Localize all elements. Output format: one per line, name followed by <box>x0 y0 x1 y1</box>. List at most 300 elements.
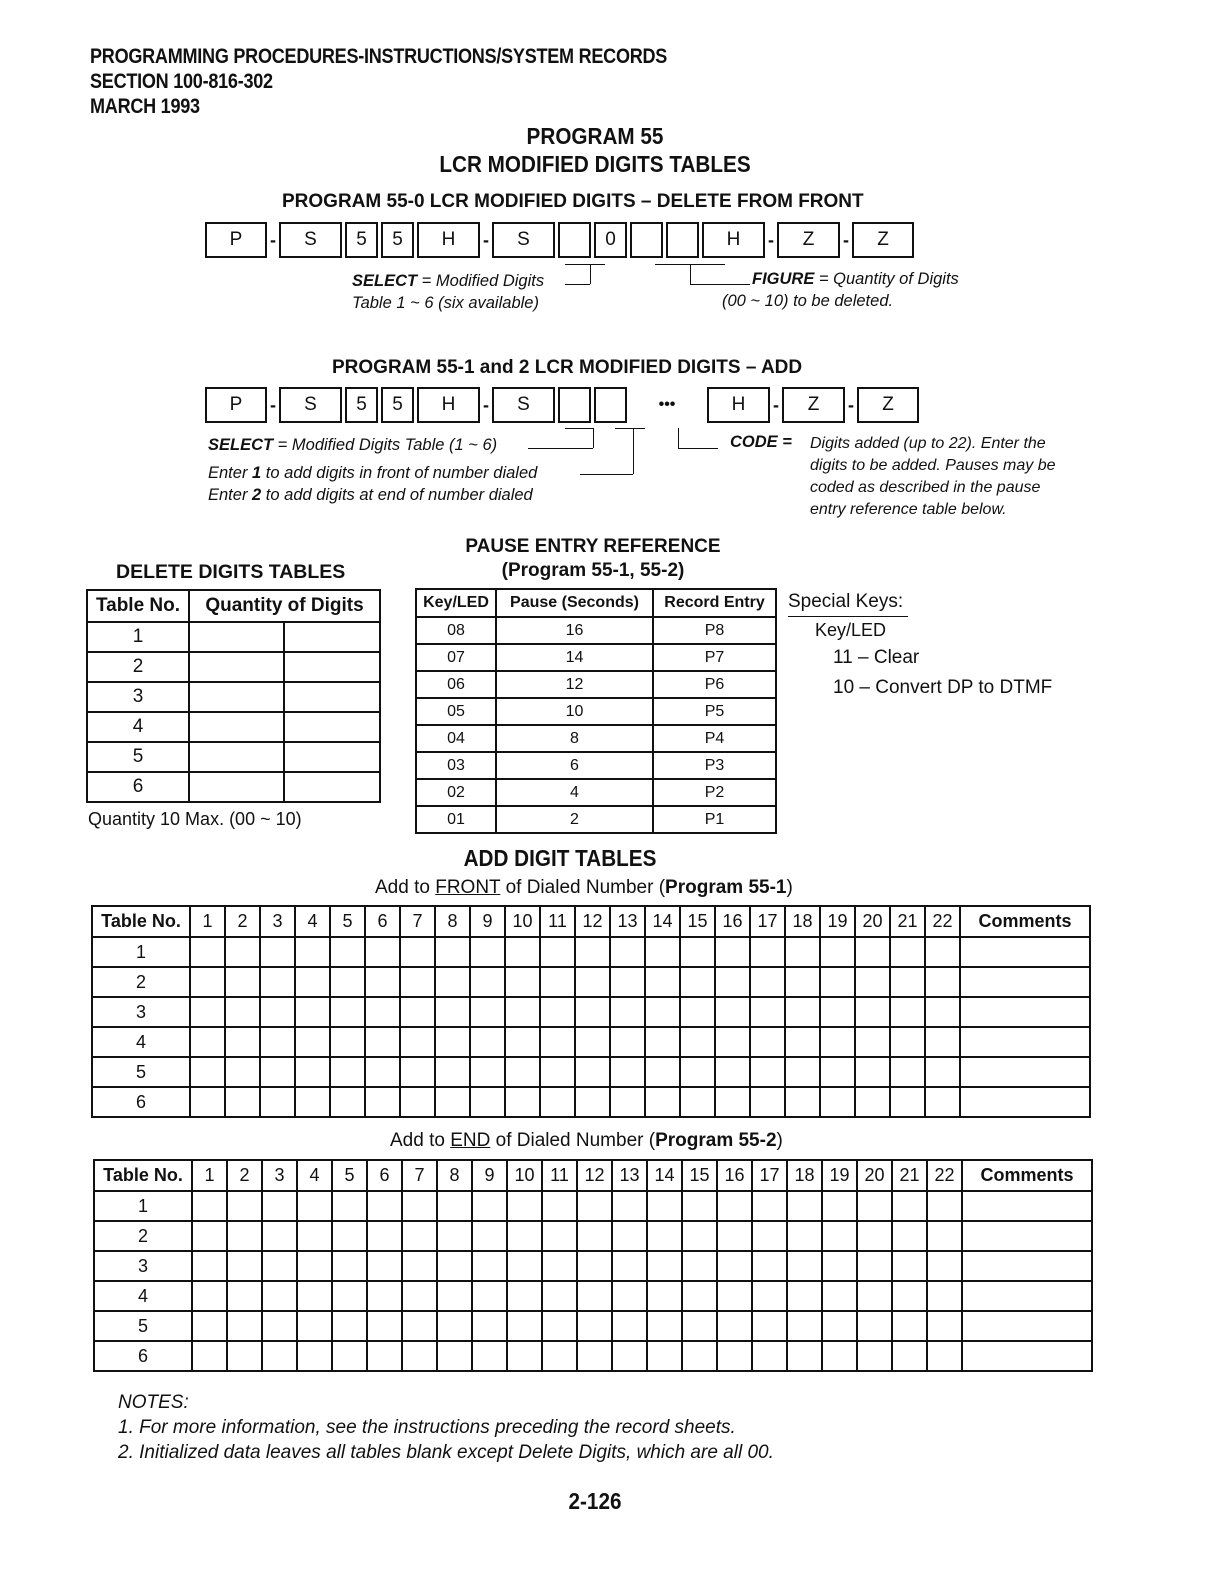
comments-cell[interactable] <box>962 1251 1092 1281</box>
digit-cell[interactable] <box>367 1281 402 1311</box>
digit-cell[interactable] <box>225 967 260 997</box>
digit-cell[interactable] <box>365 997 400 1027</box>
digit-cell[interactable] <box>400 967 435 997</box>
digit-cell[interactable] <box>855 1057 890 1087</box>
digit-cell[interactable] <box>612 1281 647 1311</box>
digit-cell[interactable] <box>330 1027 365 1057</box>
table-row: 04 8 P4 <box>416 725 776 752</box>
digit-cell[interactable] <box>192 1341 227 1371</box>
digit-cell[interactable] <box>680 1087 715 1117</box>
digit-cell[interactable] <box>472 1191 507 1221</box>
key-box: Z <box>857 387 919 423</box>
digit-cell[interactable] <box>647 1311 682 1341</box>
digit-cell[interactable] <box>575 937 610 967</box>
digit-cell[interactable] <box>855 1027 890 1057</box>
digit-cell[interactable] <box>680 1057 715 1087</box>
digit-cell[interactable] <box>680 997 715 1027</box>
digit-cell[interactable] <box>787 1251 822 1281</box>
digit-cell[interactable] <box>260 1087 295 1117</box>
digit-cell[interactable] <box>470 1027 505 1057</box>
digit-cell[interactable] <box>645 1087 680 1117</box>
digit-cell[interactable] <box>820 967 855 997</box>
digit-cell[interactable] <box>189 682 284 712</box>
digit-cell[interactable] <box>645 1027 680 1057</box>
digit-cell[interactable] <box>612 1251 647 1281</box>
digit-cell[interactable] <box>284 682 380 712</box>
digit-cell[interactable] <box>750 967 785 997</box>
comments-cell[interactable] <box>962 1311 1092 1341</box>
digit-cell[interactable] <box>332 1281 367 1311</box>
digit-cell[interactable] <box>295 967 330 997</box>
digit-cell[interactable] <box>472 1221 507 1251</box>
digit-cell[interactable] <box>575 1027 610 1057</box>
digit-cell[interactable] <box>435 967 470 997</box>
digit-cell[interactable] <box>367 1251 402 1281</box>
digit-cell[interactable] <box>437 1341 472 1371</box>
digit-cell[interactable] <box>857 1251 892 1281</box>
digit-cell[interactable] <box>192 1251 227 1281</box>
digit-cell[interactable] <box>507 1191 542 1221</box>
table-row <box>94 1191 1092 1221</box>
digit-cell[interactable] <box>925 967 960 997</box>
table-row <box>92 1027 1090 1057</box>
digit-cell[interactable] <box>402 1311 437 1341</box>
digit-cell[interactable] <box>822 1221 857 1251</box>
digit-cell[interactable] <box>402 1251 437 1281</box>
digit-cell[interactable] <box>262 1191 297 1221</box>
digit-cell[interactable] <box>680 1027 715 1057</box>
digit-cell[interactable] <box>540 937 575 967</box>
digit-cell[interactable] <box>717 1221 752 1251</box>
digit-cell[interactable] <box>227 1341 262 1371</box>
digit-cell[interactable] <box>472 1311 507 1341</box>
digit-cell[interactable] <box>855 967 890 997</box>
comments-cell[interactable] <box>960 937 1090 967</box>
digit-cell[interactable] <box>715 997 750 1027</box>
digit-cell[interactable] <box>260 937 295 967</box>
digit-cell[interactable] <box>472 1251 507 1281</box>
digit-cell[interactable] <box>787 1281 822 1311</box>
digit-cell[interactable] <box>717 1311 752 1341</box>
digit-cell[interactable] <box>189 652 284 682</box>
digit-cell[interactable] <box>750 937 785 967</box>
digit-cell[interactable] <box>227 1311 262 1341</box>
digit-cell[interactable] <box>260 997 295 1027</box>
comments-cell[interactable] <box>962 1281 1092 1311</box>
digit-cell[interactable] <box>542 1251 577 1281</box>
digit-cell[interactable] <box>262 1341 297 1371</box>
digit-cell[interactable] <box>437 1251 472 1281</box>
digit-cell[interactable] <box>400 1087 435 1117</box>
digit-column-header: 17 <box>752 1160 787 1191</box>
digit-cell[interactable] <box>855 997 890 1027</box>
digit-cell[interactable] <box>715 967 750 997</box>
digit-cell[interactable] <box>577 1251 612 1281</box>
digit-cell[interactable] <box>540 997 575 1027</box>
digit-cell[interactable] <box>820 1027 855 1057</box>
digit-cell[interactable] <box>284 622 380 652</box>
digit-cell[interactable] <box>752 1251 787 1281</box>
digit-cell[interactable] <box>332 1191 367 1221</box>
digit-cell[interactable] <box>612 1341 647 1371</box>
digit-cell[interactable] <box>435 1027 470 1057</box>
digit-cell[interactable] <box>890 937 925 967</box>
digit-cell[interactable] <box>647 1281 682 1311</box>
digit-cell[interactable] <box>189 772 284 802</box>
digit-cell[interactable] <box>890 1027 925 1057</box>
digit-cell[interactable] <box>192 1311 227 1341</box>
digit-cell[interactable] <box>507 1281 542 1311</box>
digit-cell[interactable] <box>647 1221 682 1251</box>
digit-cell[interactable] <box>575 1087 610 1117</box>
digit-cell[interactable] <box>890 997 925 1027</box>
digit-cell[interactable] <box>190 1087 225 1117</box>
digit-cell[interactable] <box>682 1251 717 1281</box>
digit-cell[interactable] <box>470 937 505 967</box>
digit-cell[interactable] <box>927 1191 962 1221</box>
digit-cell[interactable] <box>227 1221 262 1251</box>
digit-cell[interactable] <box>330 967 365 997</box>
digit-cell[interactable] <box>927 1251 962 1281</box>
digit-cell[interactable] <box>330 937 365 967</box>
digit-cell[interactable] <box>857 1221 892 1251</box>
comments-cell[interactable] <box>962 1341 1092 1371</box>
digit-cell[interactable] <box>927 1281 962 1311</box>
digit-cell[interactable] <box>190 967 225 997</box>
digit-cell[interactable] <box>822 1281 857 1311</box>
digit-cell[interactable] <box>925 1027 960 1057</box>
digit-cell[interactable] <box>505 1087 540 1117</box>
digit-cell[interactable] <box>365 937 400 967</box>
digit-cell[interactable] <box>297 1191 332 1221</box>
digit-cell[interactable] <box>402 1191 437 1221</box>
digit-cell[interactable] <box>785 937 820 967</box>
digit-cell[interactable] <box>225 1057 260 1087</box>
digit-cell[interactable] <box>402 1341 437 1371</box>
digit-cell[interactable] <box>892 1311 927 1341</box>
digit-cell[interactable] <box>400 937 435 967</box>
digit-cell[interactable] <box>262 1311 297 1341</box>
digit-cell[interactable] <box>785 997 820 1027</box>
digit-cell[interactable] <box>225 937 260 967</box>
digit-cell[interactable] <box>647 1251 682 1281</box>
digit-cell[interactable] <box>542 1341 577 1371</box>
digit-cell[interactable] <box>192 1221 227 1251</box>
table-row-label: 1 <box>94 1191 192 1221</box>
comments-cell[interactable] <box>962 1221 1092 1251</box>
digit-cell[interactable] <box>470 997 505 1027</box>
digit-cell[interactable] <box>752 1311 787 1341</box>
digit-cell[interactable] <box>365 1087 400 1117</box>
digit-cell[interactable] <box>892 1221 927 1251</box>
digit-cell[interactable] <box>400 997 435 1027</box>
digit-cell[interactable] <box>367 1341 402 1371</box>
digit-cell[interactable] <box>367 1221 402 1251</box>
digit-cell[interactable] <box>505 937 540 967</box>
digit-cell[interactable] <box>577 1311 612 1341</box>
digit-cell[interactable] <box>612 1311 647 1341</box>
digit-cell[interactable] <box>190 997 225 1027</box>
digit-cell[interactable] <box>612 1191 647 1221</box>
digit-cell[interactable] <box>750 1087 785 1117</box>
digit-cell[interactable] <box>505 1057 540 1087</box>
digit-cell[interactable] <box>785 1027 820 1057</box>
digit-column-header: 9 <box>470 906 505 937</box>
digit-cell[interactable] <box>400 1027 435 1057</box>
digit-cell[interactable] <box>855 937 890 967</box>
digit-cell[interactable] <box>190 937 225 967</box>
digit-cell[interactable] <box>645 967 680 997</box>
digit-cell[interactable] <box>857 1191 892 1221</box>
digit-cell[interactable] <box>787 1221 822 1251</box>
digit-cell[interactable] <box>857 1311 892 1341</box>
digit-cell[interactable] <box>295 1027 330 1057</box>
digit-cell[interactable] <box>365 967 400 997</box>
digit-cell[interactable] <box>715 937 750 967</box>
digit-cell[interactable] <box>297 1341 332 1371</box>
digit-cell[interactable] <box>610 1057 645 1087</box>
digit-cell[interactable] <box>822 1251 857 1281</box>
digit-cell[interactable] <box>297 1251 332 1281</box>
digit-cell[interactable] <box>284 652 380 682</box>
comments-cell[interactable] <box>960 967 1090 997</box>
digit-cell[interactable] <box>820 1087 855 1117</box>
digit-cell[interactable] <box>925 937 960 967</box>
digit-cell[interactable] <box>787 1341 822 1371</box>
digit-cell[interactable] <box>715 1027 750 1057</box>
comments-cell[interactable] <box>960 997 1090 1027</box>
digit-cell[interactable] <box>505 997 540 1027</box>
digit-cell[interactable] <box>822 1191 857 1221</box>
digit-cell[interactable] <box>892 1281 927 1311</box>
digit-cell[interactable] <box>682 1191 717 1221</box>
digit-cell[interactable] <box>715 1057 750 1087</box>
digit-cell[interactable] <box>332 1311 367 1341</box>
digit-cell[interactable] <box>645 1057 680 1087</box>
digit-cell[interactable] <box>750 1027 785 1057</box>
digit-cell[interactable] <box>927 1311 962 1341</box>
digit-cell[interactable] <box>645 997 680 1027</box>
digit-cell[interactable] <box>857 1281 892 1311</box>
digit-cell[interactable] <box>332 1341 367 1371</box>
digit-cell[interactable] <box>400 1057 435 1087</box>
digit-cell[interactable] <box>575 967 610 997</box>
digit-cell[interactable] <box>682 1221 717 1251</box>
digit-cell[interactable] <box>189 622 284 652</box>
digit-cell[interactable] <box>575 997 610 1027</box>
digit-cell[interactable] <box>680 967 715 997</box>
digit-cell[interactable] <box>225 1087 260 1117</box>
digit-cell[interactable] <box>192 1281 227 1311</box>
digit-cell[interactable] <box>295 937 330 967</box>
digit-cell[interactable] <box>890 967 925 997</box>
digit-cell[interactable] <box>855 1087 890 1117</box>
digit-cell[interactable] <box>890 1087 925 1117</box>
digit-cell[interactable] <box>785 1087 820 1117</box>
digit-cell[interactable] <box>857 1341 892 1371</box>
digit-cell[interactable] <box>715 1087 750 1117</box>
digit-cell[interactable] <box>297 1281 332 1311</box>
digit-cell[interactable] <box>190 1057 225 1087</box>
digit-cell[interactable] <box>577 1281 612 1311</box>
digit-cell[interactable] <box>892 1191 927 1221</box>
digit-cell[interactable] <box>332 1221 367 1251</box>
digit-cell[interactable] <box>295 997 330 1027</box>
digit-cell[interactable] <box>927 1341 962 1371</box>
digit-cell[interactable] <box>577 1191 612 1221</box>
select-bracket <box>565 428 593 429</box>
digit-cell[interactable] <box>402 1221 437 1251</box>
digit-cell[interactable] <box>925 1087 960 1117</box>
digit-cell[interactable] <box>330 997 365 1027</box>
digit-cell[interactable] <box>507 1311 542 1341</box>
digit-cell[interactable] <box>260 1057 295 1087</box>
key-box: H <box>417 222 480 258</box>
digit-cell[interactable] <box>225 1027 260 1057</box>
digit-cell[interactable] <box>297 1311 332 1341</box>
digit-cell[interactable] <box>284 772 380 802</box>
digit-cell[interactable] <box>435 1057 470 1087</box>
digit-cell[interactable] <box>542 1281 577 1311</box>
digit-cell[interactable] <box>925 997 960 1027</box>
digit-cell[interactable] <box>542 1221 577 1251</box>
digit-cell[interactable] <box>717 1191 752 1221</box>
digit-cell[interactable] <box>892 1251 927 1281</box>
digit-cell[interactable] <box>260 967 295 997</box>
comments-cell[interactable] <box>960 1057 1090 1087</box>
digit-cell[interactable] <box>752 1281 787 1311</box>
digit-cell[interactable] <box>717 1251 752 1281</box>
digit-cell[interactable] <box>189 712 284 742</box>
digit-cell[interactable] <box>682 1341 717 1371</box>
comments-cell[interactable] <box>960 1087 1090 1117</box>
digit-column-header: 7 <box>402 1160 437 1191</box>
digit-cell[interactable] <box>227 1191 262 1221</box>
digit-cell[interactable] <box>365 1027 400 1057</box>
digit-cell[interactable] <box>750 997 785 1027</box>
digit-cell[interactable] <box>507 1221 542 1251</box>
digit-cell[interactable] <box>717 1281 752 1311</box>
digit-cell[interactable] <box>472 1341 507 1371</box>
digit-cell[interactable] <box>437 1281 472 1311</box>
digit-cell[interactable] <box>189 742 284 772</box>
digit-cell[interactable] <box>787 1311 822 1341</box>
digit-column-header: 14 <box>645 906 680 937</box>
digit-cell[interactable] <box>227 1281 262 1311</box>
digit-cell[interactable] <box>332 1251 367 1281</box>
digit-cell[interactable] <box>682 1311 717 1341</box>
digit-cell[interactable] <box>192 1191 227 1221</box>
digit-cell[interactable] <box>435 997 470 1027</box>
digit-cell[interactable] <box>437 1221 472 1251</box>
digit-cell[interactable] <box>787 1191 822 1221</box>
digit-cell[interactable] <box>330 1057 365 1087</box>
digit-cell[interactable] <box>890 1057 925 1087</box>
digit-cell[interactable] <box>437 1311 472 1341</box>
digit-cell[interactable] <box>577 1221 612 1251</box>
digit-cell[interactable] <box>225 997 260 1027</box>
digit-cell[interactable] <box>540 1027 575 1057</box>
digit-cell[interactable] <box>472 1281 507 1311</box>
digit-cell[interactable] <box>680 937 715 967</box>
digit-cell[interactable] <box>262 1281 297 1311</box>
digit-cell[interactable] <box>682 1281 717 1311</box>
digit-cell[interactable] <box>435 1087 470 1117</box>
digit-cell[interactable] <box>647 1191 682 1221</box>
digit-cell[interactable] <box>507 1251 542 1281</box>
digit-cell[interactable] <box>505 967 540 997</box>
digit-cell[interactable] <box>927 1221 962 1251</box>
digit-cell[interactable] <box>647 1341 682 1371</box>
digit-cell[interactable] <box>542 1311 577 1341</box>
digit-cell[interactable] <box>925 1057 960 1087</box>
digit-cell[interactable] <box>610 937 645 967</box>
digit-cell[interactable] <box>645 937 680 967</box>
digit-cell[interactable] <box>284 712 380 742</box>
digit-cell[interactable] <box>822 1341 857 1371</box>
digit-cell[interactable] <box>435 937 470 967</box>
digit-cell[interactable] <box>785 967 820 997</box>
digit-cell[interactable] <box>470 1087 505 1117</box>
comments-cell[interactable] <box>960 1027 1090 1057</box>
digit-cell[interactable] <box>262 1251 297 1281</box>
digit-cell[interactable] <box>262 1221 297 1251</box>
digit-cell[interactable] <box>284 742 380 772</box>
digit-cell[interactable] <box>540 967 575 997</box>
digit-cell[interactable] <box>542 1191 577 1221</box>
digit-cell[interactable] <box>610 967 645 997</box>
digit-cell[interactable] <box>437 1191 472 1221</box>
digit-cell[interactable] <box>365 1057 400 1087</box>
digit-cell[interactable] <box>470 1057 505 1087</box>
digit-cell[interactable] <box>822 1311 857 1341</box>
digit-cell[interactable] <box>260 1027 295 1057</box>
digit-cell[interactable] <box>610 997 645 1027</box>
digit-cell[interactable] <box>227 1251 262 1281</box>
digit-cell[interactable] <box>717 1341 752 1371</box>
digit-cell[interactable] <box>752 1221 787 1251</box>
digit-cell[interactable] <box>470 967 505 997</box>
digit-cell[interactable] <box>367 1311 402 1341</box>
digit-cell[interactable] <box>612 1221 647 1251</box>
digit-cell[interactable] <box>610 1087 645 1117</box>
digit-column-header: 16 <box>715 906 750 937</box>
digit-cell[interactable] <box>752 1341 787 1371</box>
digit-cell[interactable] <box>610 1027 645 1057</box>
digit-cell[interactable] <box>540 1057 575 1087</box>
digit-cell[interactable] <box>330 1087 365 1117</box>
digit-cell[interactable] <box>752 1191 787 1221</box>
digit-cell[interactable] <box>367 1191 402 1221</box>
digit-cell[interactable] <box>892 1341 927 1371</box>
digit-cell[interactable] <box>820 937 855 967</box>
digit-cell[interactable] <box>507 1341 542 1371</box>
digit-cell[interactable] <box>402 1281 437 1311</box>
digit-cell[interactable] <box>297 1221 332 1251</box>
digit-cell[interactable] <box>575 1057 610 1087</box>
digit-cell[interactable] <box>505 1027 540 1057</box>
digit-cell[interactable] <box>540 1087 575 1117</box>
digit-cell[interactable] <box>577 1341 612 1371</box>
comments-cell[interactable] <box>962 1191 1092 1221</box>
digit-cell[interactable] <box>190 1027 225 1057</box>
digit-cell[interactable] <box>295 1057 330 1087</box>
digit-cell[interactable] <box>820 1057 855 1087</box>
digit-cell[interactable] <box>295 1087 330 1117</box>
digit-cell[interactable] <box>750 1057 785 1087</box>
digit-cell[interactable] <box>820 997 855 1027</box>
digit-cell[interactable] <box>785 1057 820 1087</box>
